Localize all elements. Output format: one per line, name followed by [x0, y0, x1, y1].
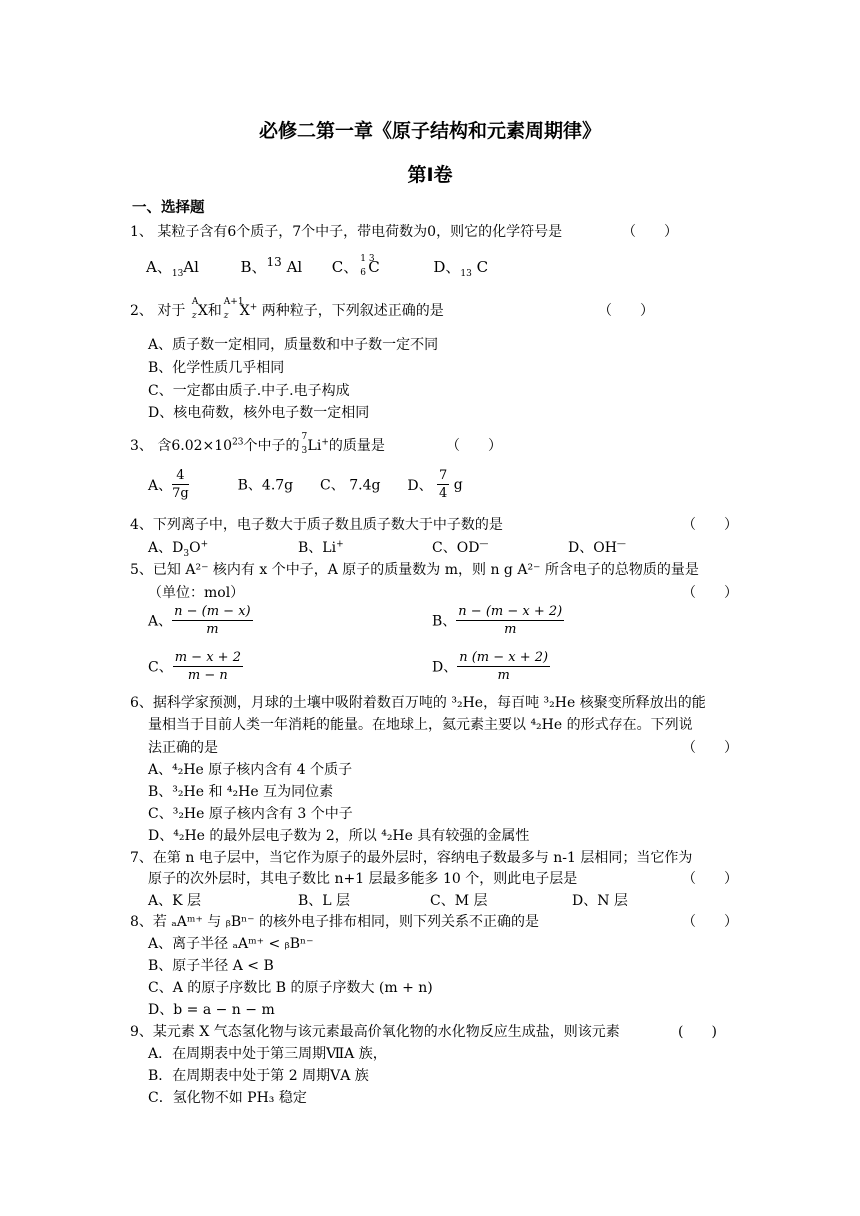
q5-option-d: D、 $\frac{n (m - x + 2)}{m}$	[432, 650, 549, 683]
q9-option-a: A．在周期表中处于第三周期ⅦA 族，	[148, 1046, 387, 1062]
q6-option-d: D、⁴₂He 的最外层电子数为 2，所以 ⁴₂He 具有较强的金属性	[148, 828, 530, 844]
question-2-bracket: （ ）	[598, 303, 654, 319]
question-5-line-2: （单位：mol）	[148, 585, 245, 601]
q7-option-b: B、L 层	[298, 893, 351, 909]
q3-option-a: A、 $\frac{4}{7g}$	[148, 468, 189, 501]
question-8-stem: 8、若 ₐAᵐ⁺ 与 ᵦBⁿ⁻ 的核外电子排布相同，则下列关系不正确的是	[130, 914, 540, 930]
q7-option-c: C、M 层	[430, 893, 488, 909]
question-6-line-2: 量相当于目前人类一年消耗的能量。在地球上，氦元素主要以 ⁴₂He 的形式存在。下列说	[148, 717, 693, 733]
q5-option-b: B、 $\frac{n - (m - x + 2)}{m}$	[432, 604, 563, 637]
question-4-stem: 4、下列离子中，电子数大于质子数且质子数大于中子数的是	[130, 517, 503, 533]
q4-option-a: A、$D_3O^+$	[148, 539, 209, 559]
question-1-stem: 1、 某粒子含有6个质子，7个中子，带电荷数为0，则它的化学符号是	[130, 224, 563, 240]
question-6-bracket: （ ）	[682, 740, 738, 756]
question-3-stem: 3、 含$6.02\times 10^{23}$个中子的 7 3 Li+的质量是	[130, 432, 385, 456]
q6-option-a: A、⁴₂He 原子核内含有 4 个质子	[148, 762, 353, 778]
question-6-line-3: 法正确的是	[148, 740, 218, 756]
q1-option-a: A、$_{13}$Al	[146, 258, 199, 279]
q8-option-c: C、A 的原子序数比 B 的原子序数大 (m + n)	[148, 980, 433, 996]
section-heading: 一、选择题	[132, 200, 205, 216]
q4-option-d: D、OH—	[568, 539, 626, 556]
q5-option-a: A、 $\frac{n - (m - x)}{m}$	[148, 604, 251, 637]
question-8-bracket: （ ）	[682, 914, 738, 930]
question-5-bracket: （ ）	[682, 585, 738, 601]
page-title: 必修二第一章《原子结构和元素周期律》	[258, 120, 601, 142]
question-7-line-2: 原子的次外层时，其电子数比 n+1 层最多能多 10 个，则此电子层是	[148, 871, 578, 887]
q2-option-c: C、一定都由质子.中子.电子构成	[148, 383, 350, 399]
question-1-options	[146, 255, 488, 279]
q1-option-c: C、 1 3 6 C	[331, 254, 380, 278]
page-subtitle: 第Ⅰ卷	[407, 164, 453, 186]
q2-option-b: B、化学性质几乎相同	[148, 360, 285, 376]
question-7-bracket: （ ）	[682, 871, 738, 887]
q2-option-d: D、核电荷数，核外电子数一定相同	[148, 405, 370, 421]
question-1-bracket: （ ）	[622, 224, 678, 240]
q4-option-c: C、OD—	[432, 539, 489, 556]
q3-option-b: B、4.7g	[237, 477, 294, 494]
q6-option-b: B、³₂He 和 ⁴₂He 互为同位素	[148, 784, 334, 800]
q1-option-d: D、$_{13}$ C	[433, 258, 489, 279]
q5-option-c: C、 $\frac{m - x + 2}{m - n}$	[148, 650, 241, 683]
q8-option-d: D、b = a − n − m	[148, 1002, 275, 1018]
question-4-bracket: （ ）	[682, 517, 738, 533]
q7-option-d: D、N 层	[572, 893, 628, 909]
q8-option-a: A、离子半径 ₐAᵐ⁺ < ᵦBⁿ⁻	[148, 936, 314, 952]
q3-option-c: C、 7.4g	[320, 477, 381, 494]
q1-option-b: B、$^{13}$ Al	[240, 255, 303, 276]
q6-option-c: C、³₂He 原子核内含有 3 个中子	[148, 806, 353, 822]
q4-option-b: B、Li+	[298, 539, 344, 556]
q9-option-b: B．在周期表中处于第 2 周期ⅤA 族	[148, 1068, 369, 1084]
question-9-bracket: ( )	[678, 1024, 717, 1040]
question-6-line-1: 6、据科学家预测，月球的土壤中吸附着数百万吨的 ³₂He，每百吨 ³₂He 核聚变所释放出的能	[130, 695, 706, 711]
q2-option-a: A、质子数一定相同，质量数和中子数一定不同	[148, 337, 439, 353]
question-7-line-1: 7、在第 n 电子层中，当它作为原子的最外层时，容纳电子数最多与 n-1 层相同；当它作为	[130, 850, 693, 866]
q7-option-a: A、K 层	[148, 893, 202, 909]
q9-option-c: C．氢化物不如 PH₃ 稳定	[148, 1090, 307, 1106]
question-2-stem: 2、 对于 A z X和 A+1 z X+ 两种粒子，下列叙述正确的是	[130, 297, 444, 321]
question-5-line-1: 5、已知 A²⁻ 核内有 x 个中子，A 原子的质量数为 m，则 n g A²⁻ 所含电子的总物质的量是	[130, 562, 699, 578]
q8-option-b: B、原子半径 A < B	[148, 958, 274, 974]
question-3-bracket: （ ）	[446, 438, 502, 454]
q3-option-d: D、 $\frac{7}{4}$ g	[407, 468, 463, 501]
question-3-options	[148, 468, 463, 501]
question-9-stem: 9、某元素 X 气态氢化物与该元素最高价氧化物的水化物反应生成盐，则该元素	[130, 1024, 620, 1040]
